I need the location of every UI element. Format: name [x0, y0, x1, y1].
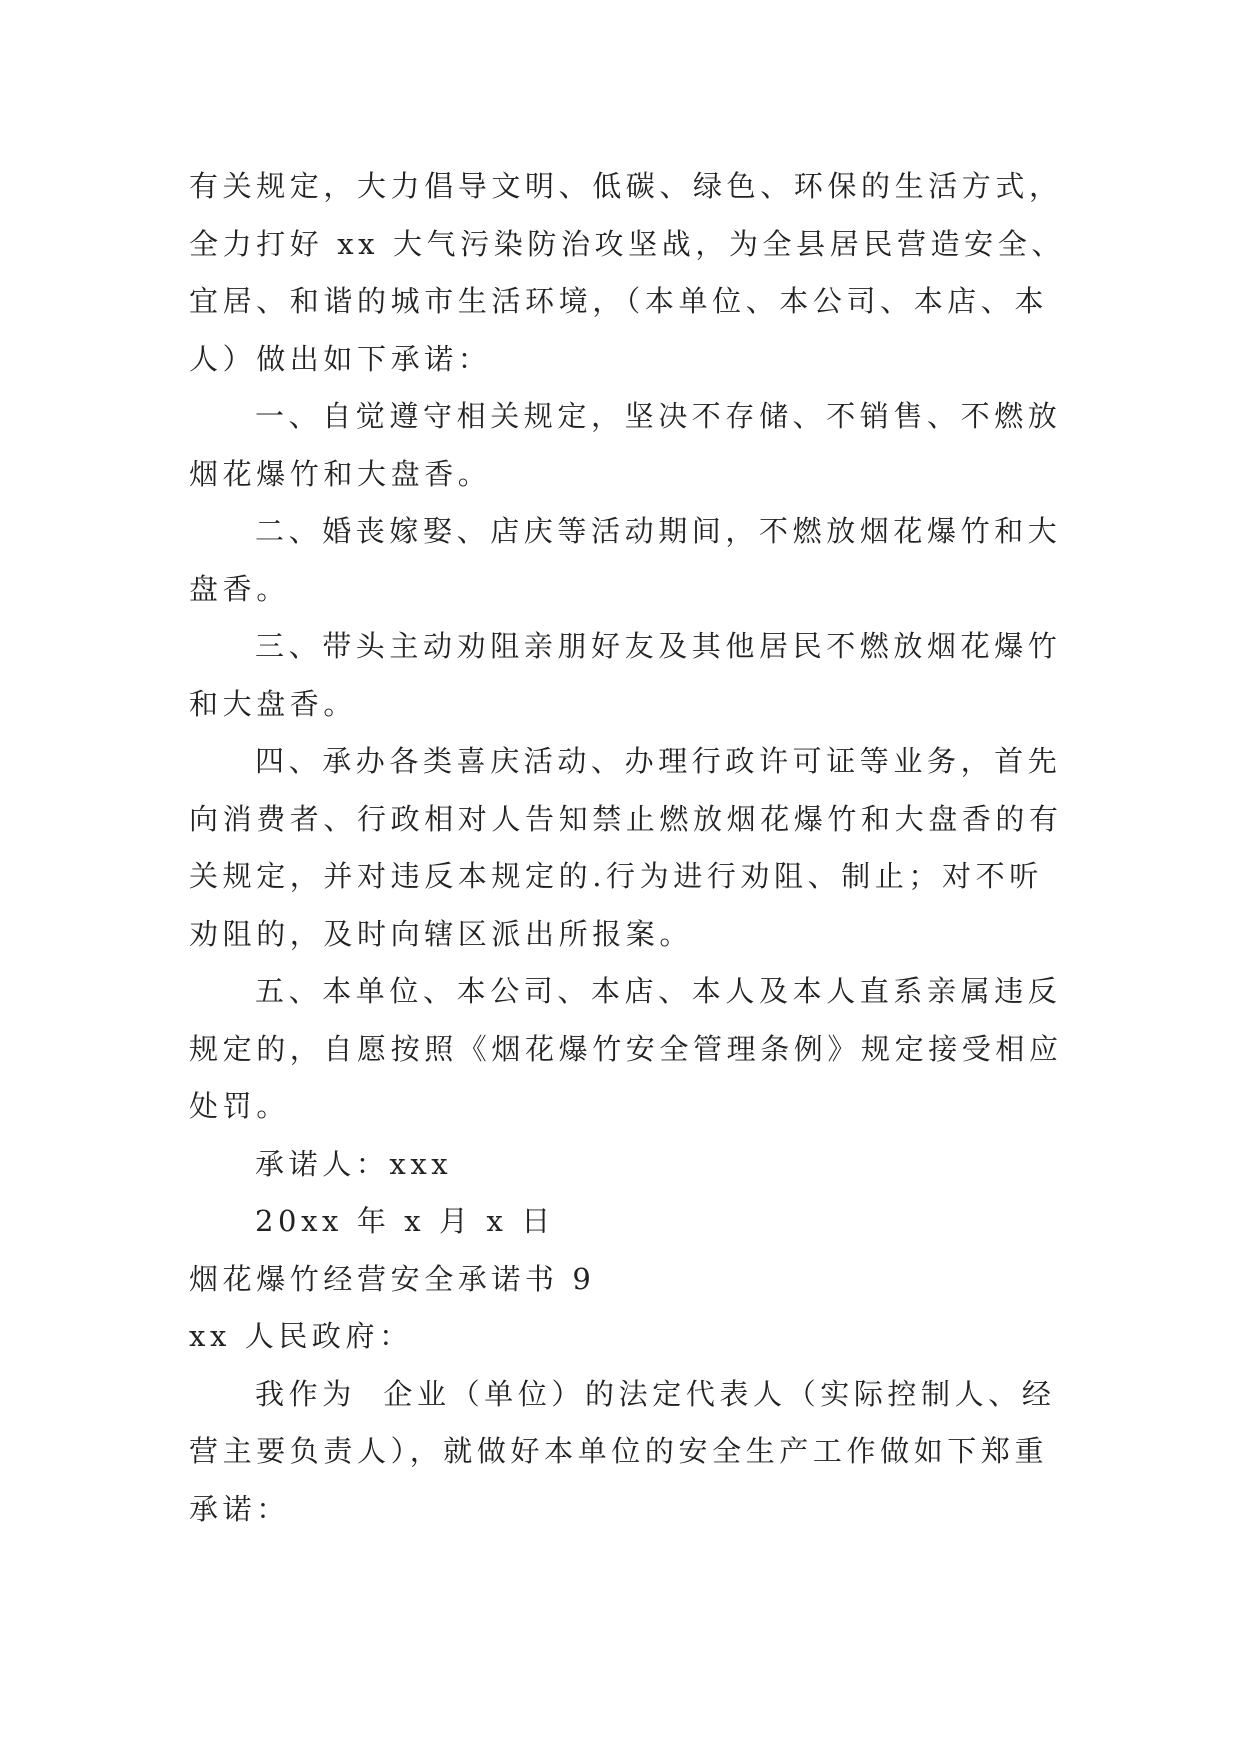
pledge-item-3: 三、带头主动劝阻亲朋好友及其他居民不燃放烟花爆竹 — [255, 629, 1062, 663]
signatory-line: 承诺人：xxx — [255, 1146, 453, 1181]
text-line: 盘香。 — [189, 571, 290, 606]
text-line: 劝阻的，及时向辖区派出所报案。 — [189, 916, 694, 951]
text-line: 承诺： — [189, 1491, 290, 1526]
text-line: 处罚。 — [189, 1089, 290, 1123]
text-line: 人）做出如下承诺： — [189, 341, 492, 376]
text-line: 全力打好 xx 大气污染防治攻坚战，为全县居民营造安全、 — [189, 226, 1065, 261]
text-line: 我作为 企业（单位）的法定代表人（实际控制人、经 — [255, 1376, 1056, 1411]
text-line: 规定的，自愿按照《烟花爆竹安全管理条例》规定接受相应 — [189, 1031, 1063, 1066]
pledge-item-4: 四、承办各类喜庆活动、办理行政许可证等业务，首先 — [255, 744, 1062, 778]
text-line: 营主要负责人），就做好本单位的安全生产工作做如下郑重 — [189, 1434, 1049, 1468]
addressee-line: xx 人民政府： — [189, 1319, 413, 1353]
text-line: 关规定，并对违反本规定的.行为进行劝阻、制止；对不听 — [189, 859, 1043, 893]
text-line: 有关规定，大力倡导文明、低碳、绿色、环保的生活方式， — [189, 169, 1063, 203]
date-line: 20xx 年 x 月 x 日 — [255, 1204, 555, 1238]
document-body — [189, 158, 1065, 1538]
text-line: 向消费者、行政相对人告知禁止燃放烟花爆竹和大盘香的有 — [189, 801, 1063, 836]
section-title: 烟花爆竹经营安全承诺书 9 — [189, 1261, 596, 1296]
pledge-item-5: 五、本单位、本公司、本店、本人及本人直系亲属违反 — [255, 974, 1062, 1008]
pledge-item-1: 一、自觉遵守相关规定，坚决不存储、不销售、不燃放 — [255, 399, 1062, 433]
text-line: 宜居、和谐的城市生活环境，（本单位、本公司、本店、本 — [189, 284, 1049, 318]
pledge-item-2: 二、婚丧嫁娶、店庆等活动期间，不燃放烟花爆竹和大 — [255, 514, 1062, 548]
text-line: 烟花爆竹和大盘香。 — [189, 456, 492, 491]
text-line: 和大盘香。 — [189, 686, 358, 721]
